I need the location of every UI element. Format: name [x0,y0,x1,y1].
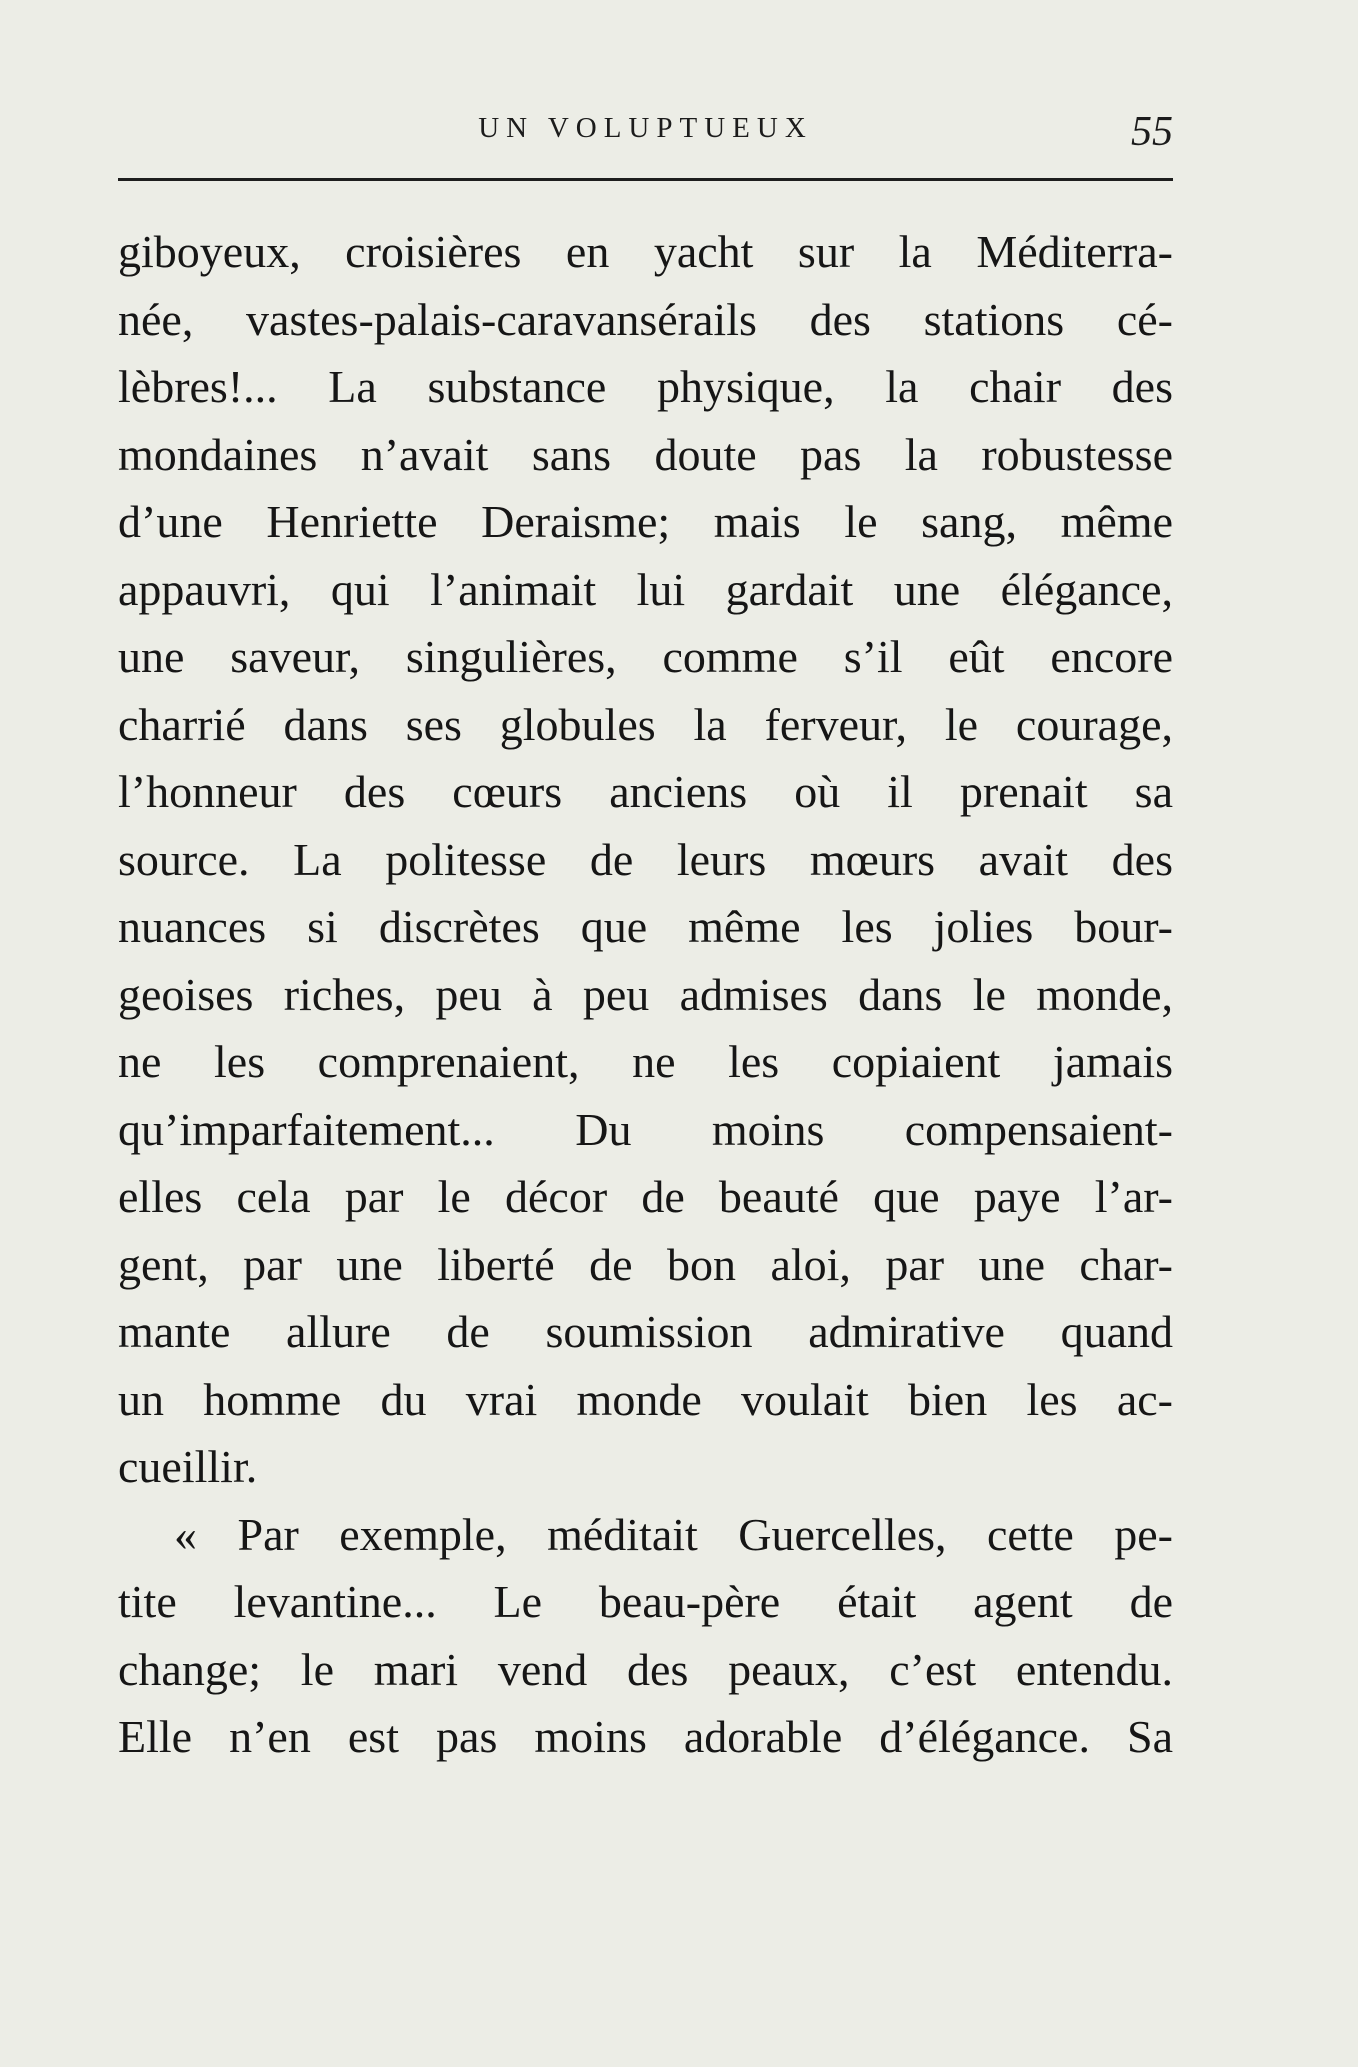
text-line: d’une Henriette Deraisme; mais le sang, même [118,496,1173,547]
text-line: ne les comprenaient, ne les copiaient jamais [118,1036,1173,1087]
text-line: charrié dans ses globules la ferveur, le courage, [118,698,1173,750]
text-line: geoises riches, peu à peu admises dans le monde, [118,968,1173,1020]
text-line: lèbres!... La substance physique, la chair des [118,361,1173,412]
text-line: nuances si discrètes que même les jolies bour- [118,901,1173,952]
text-line: gent, par une liberté de bon aloi, par une char- [118,1238,1173,1290]
running-head [118,108,1173,156]
text-line: Elle n’en est pas moins adorable d’élégance. Sa [118,1711,1173,1762]
text-line: tite levantine... Le beau-père était agent de [118,1576,1173,1627]
text-line: appauvri, qui l’animait lui gardait une élégance, [118,563,1173,615]
body-text [118,218,1173,1771]
text-line: change; le mari vend des peaux, c’est entendu. [118,1643,1173,1695]
running-title: UN VOLUPTUEUX [478,112,813,144]
text-line: « Par exemple, méditait Guercelles, cette pe- [174,1508,1173,1560]
text-line: source. La politesse de leurs mœurs avait des [118,833,1173,885]
text-line: mante allure de soumission admirative quand [118,1306,1173,1357]
text-line: née, vastes-palais-caravansérails des stations cé- [118,293,1173,345]
header-rule [118,178,1173,181]
page-number: 55 [1131,109,1173,155]
text-line: une saveur, singulières, comme s’il eût encore [118,631,1173,682]
text-line: elles cela par le décor de beauté que paye l’ar- [118,1171,1173,1222]
text-line: cueillir. [118,1441,258,1492]
text-line: giboyeux, croisières en yacht sur la Méditerra- [118,226,1173,277]
text-line: mondaines n’avait sans doute pas la robustesse [118,428,1173,480]
text-line: qu’imparfaitement... Du moins compensaient- [118,1103,1173,1155]
text-line: l’honneur des cœurs anciens où il prenait sa [118,766,1173,817]
text-line: un homme du vrai monde voulait bien les ac- [118,1373,1173,1425]
